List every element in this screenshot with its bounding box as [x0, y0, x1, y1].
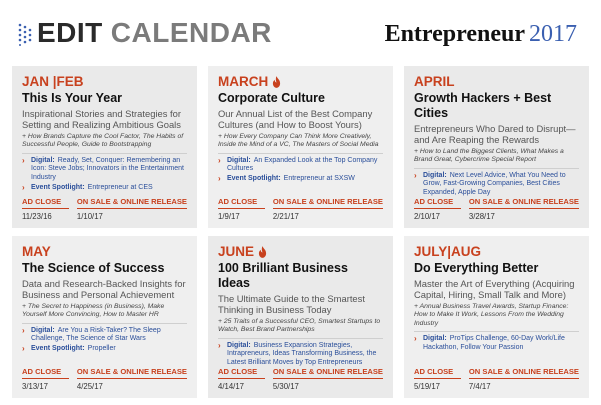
- card-dates: [22, 367, 187, 392]
- digital-link[interactable]: [22, 157, 187, 183]
- card-bullet: + How to Land the Biggest Clients, What Makes a Brand Great, Cybercrime Special Report: [414, 148, 564, 164]
- card-links: [22, 323, 187, 354]
- chevron-right-icon: ›: [22, 344, 25, 353]
- link-label: Event Spotlight:: [31, 183, 85, 191]
- on-sale-label: ON SALE & ONLINE RELEASE: [469, 367, 579, 379]
- link-label: Digital:: [31, 156, 55, 164]
- on-sale-date: 7/4/17: [468, 382, 491, 391]
- link-label: Event Spotlight:: [31, 345, 85, 352]
- ad-close-label: AD CLOSE: [218, 197, 265, 209]
- month-label: APRIL: [414, 74, 455, 89]
- card-subtitle: Inspirational Stories and Strategies for Setting and Realizing Ambitious Goals: [22, 108, 181, 130]
- card-links: [414, 331, 579, 352]
- ad-close-date: 5/19/17: [414, 382, 441, 391]
- link-text: Propeller: [87, 345, 116, 352]
- chevron-right-icon: ›: [218, 340, 221, 350]
- card-subtitle: Our Annual List of the Best Company Cultures (and How to Boost Yours): [218, 108, 373, 130]
- card-month: [22, 244, 187, 260]
- card-dates: [22, 197, 187, 222]
- card-month: [414, 74, 579, 90]
- chevron-right-icon: ›: [22, 182, 25, 192]
- brand-logo: [385, 20, 577, 48]
- link-text: Entrepreneur at SXSW: [283, 175, 355, 182]
- card-dates: [218, 367, 383, 392]
- month-label: MAY: [22, 244, 51, 259]
- on-sale-label: ON SALE & ONLINE RELEASE: [77, 197, 187, 209]
- digital-link[interactable]: [218, 157, 383, 174]
- flame-icon: [272, 76, 281, 88]
- chevron-right-icon: ›: [414, 170, 417, 180]
- ad-close-label: AD CLOSE: [22, 197, 69, 209]
- card-subtitle: Entrepreneurs Who Dared to Disrupt—and Are Reaping the Rewards: [414, 123, 576, 145]
- card-subtitle: Data and Research-Backed Insights for Business and Personal Achievement: [22, 278, 186, 300]
- link-label: Event Spotlight:: [227, 175, 281, 182]
- on-sale-label: ON SALE & ONLINE RELEASE: [273, 197, 383, 209]
- chevron-right-icon: ›: [218, 174, 221, 183]
- on-sale-date: 4/25/17: [76, 382, 103, 391]
- ad-close-label: AD CLOSE: [414, 197, 461, 209]
- digital-link[interactable]: [414, 172, 579, 198]
- card-dates: [414, 367, 579, 392]
- on-sale-date: 5/30/17: [272, 382, 299, 391]
- month-label: JAN |FEB: [22, 74, 84, 89]
- link-label: Digital:: [31, 326, 55, 334]
- on-sale-label: ON SALE & ONLINE RELEASE: [469, 197, 579, 209]
- card-subtitle: The Ultimate Guide to the Smartest Thinking in Business Today: [218, 293, 365, 315]
- digital-link[interactable]: [218, 342, 383, 368]
- link-text: Business Expansion Strategies, Intrapreneurs, Ideas Transforming Business, the Latest Brilliant Moves by Top Entrepreneurs: [227, 341, 377, 366]
- card-links: [218, 153, 383, 184]
- calendar-card-may: [12, 236, 197, 398]
- event-spotlight-link[interactable]: [22, 345, 187, 354]
- link-text: Are You a Risk-Taker? The Sleep Challenge, The Science of Star Wars: [31, 326, 161, 343]
- page-header: [0, 0, 601, 62]
- flame-icon: [258, 246, 267, 258]
- card-title: Growth Hackers + Best Cities: [414, 91, 552, 120]
- card-month: [414, 244, 579, 260]
- card-title: 100 Brilliant Business Ideas: [218, 261, 348, 290]
- page-title: [37, 18, 272, 48]
- on-sale-date: 1/10/17: [76, 212, 103, 221]
- link-text: ProTips Challenge, 60-Day Work/Life Hackathon, Follow Your Passion: [423, 335, 565, 351]
- brand-name: Entrepreneur: [384, 21, 525, 47]
- card-title: Do Everything Better: [414, 261, 539, 275]
- digital-link[interactable]: [414, 335, 579, 352]
- card-links: [22, 153, 187, 192]
- card-title: The Science of Success: [22, 261, 165, 275]
- card-bullet: + The Secret to Happiness (in Business), Make Yourself More Convincing, How to Master HR: [22, 303, 165, 319]
- chevron-right-icon: ›: [218, 155, 221, 165]
- dots-logo-icon: [18, 22, 34, 46]
- card-title: Corporate Culture: [218, 91, 325, 105]
- title-edit: EDIT: [37, 17, 103, 48]
- chevron-right-icon: ›: [414, 334, 417, 344]
- ad-close-date: 2/10/17: [414, 212, 441, 221]
- calendar-card-march: [208, 66, 393, 228]
- card-month: [218, 244, 383, 260]
- link-text: Next Level Advice, What You Need to Grow, Fast-Growing Companies, Best Cities Expanded, Apple Day: [423, 171, 566, 196]
- link-text: Ready, Set, Conquer: Remembering an Icon: Steve Jobs; Innovators in the Entertainment Industry: [31, 156, 184, 181]
- card-dates: [218, 197, 383, 222]
- calendar-card-april: [404, 66, 589, 228]
- calendar-card-july-aug: [404, 236, 589, 398]
- card-bullet: + How Brands Capture the Cool Factor, The Habits of Successful People, Guide to Bootstrapping: [22, 133, 184, 149]
- card-title: This Is Your Year: [22, 91, 123, 105]
- on-sale-label: ON SALE & ONLINE RELEASE: [273, 367, 383, 379]
- digital-link[interactable]: [22, 327, 187, 344]
- card-subtitle: Master the Art of Everything (Acquiring Capital, Hiring, Small Talk and More): [414, 278, 575, 300]
- event-spotlight-link[interactable]: [22, 184, 187, 193]
- link-label: Digital:: [227, 341, 251, 349]
- card-links: [414, 168, 579, 198]
- month-label: JULY|AUG: [414, 244, 482, 259]
- ad-close-date: 4/14/17: [218, 382, 245, 391]
- link-text: An Expanded Look at the Top Company Cultures: [227, 156, 378, 173]
- ad-close-date: 3/13/17: [22, 382, 49, 391]
- ad-close-label: AD CLOSE: [218, 367, 265, 379]
- ad-close-date: 11/23/16: [22, 212, 52, 221]
- on-sale-label: ON SALE & ONLINE RELEASE: [77, 367, 187, 379]
- card-bullet: + Annual Business Travel Awards, Startup Finance: How to Make It Work, Lessons From the Wedding Industry: [414, 303, 569, 327]
- event-spotlight-link[interactable]: [218, 175, 383, 184]
- link-label: Digital:: [423, 171, 447, 179]
- brand-year: 2017: [529, 21, 577, 47]
- link-label: Digital:: [423, 335, 447, 343]
- card-links: [218, 338, 383, 368]
- card-month: [218, 74, 383, 90]
- card-bullet: + How Every Company Can Think More Creatively, Inside the Mind of a VC, The Masters of Social Media: [218, 133, 379, 149]
- month-label: MARCH: [218, 74, 269, 89]
- card-month: [22, 74, 187, 90]
- month-label: JUNE: [218, 244, 255, 259]
- calendar-card-june: [208, 236, 393, 398]
- chevron-right-icon: ›: [22, 155, 25, 165]
- title-calendar: CALENDAR: [110, 17, 272, 48]
- card-dates: [414, 197, 579, 222]
- card-bullet: + 25 Traits of a Successful CEO, Smartest Startups to Watch, Best Brand Partnerships: [218, 318, 381, 334]
- calendar-card-jan-feb: [12, 66, 197, 228]
- chevron-right-icon: ›: [22, 325, 25, 335]
- ad-close-label: AD CLOSE: [414, 367, 461, 379]
- on-sale-date: 2/21/17: [272, 212, 299, 221]
- ad-close-label: AD CLOSE: [22, 367, 69, 379]
- ad-close-date: 1/9/17: [218, 212, 240, 221]
- on-sale-date: 3/28/17: [468, 212, 495, 221]
- link-text: Entrepreneur at CES: [87, 183, 153, 191]
- link-label: Digital:: [227, 156, 251, 164]
